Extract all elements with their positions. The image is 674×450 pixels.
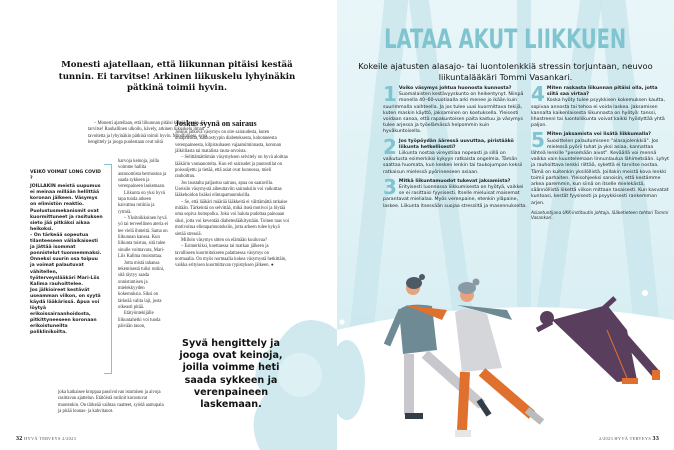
qa-item-4 <box>531 82 669 129</box>
answer: Suomalaisten kestävyyskunto on heikentynyt. Niinpä monella 40–60-vuotiaalla arki menee jo ikään kuin suurimmalla vaihteella. Ja jos tulee uusi kuormittava tekijä, kuten maskin käyttö, jaksaminen on koetuksella. Yleisesti voidaan sanoa, että rapakuntoisen paita kastuu ja väsymys tulee arjessa ja työelämässä helpommin kuin hyväkuntoisella. <box>383 92 524 135</box>
paragraph: Jos taustalta paljastuu sairaus, apua on saatavilla. Useisiin väsymystä aiheuttaviin sairauksiin voi vaikuttaa lääkehoidon lisäksi elintapamuutoksilla. <box>175 180 282 199</box>
number: 1 <box>383 82 397 106</box>
page-title: LATAA AKUT LIIKKUEN <box>384 24 627 55</box>
page-number: 32 <box>16 436 23 442</box>
section-column <box>175 119 289 270</box>
headline: Monesti ajatellaan, että liikunnan pitäisi kestää tunnin. Ei tarvitse! Arkinen liikuskelu lyhyinäkin pätkinä toimii hyvin. <box>58 60 296 93</box>
sidebar-title: VEIKÖ VOIMAT LONG COVID ? <box>30 170 101 182</box>
bottom-text: joka katkaisee kroppaa passivoivan istumisen ja aivoja rasittavan ajattelun. Etätöistä rutiinit korostuvat muutenkin. On tärkeää vaihtaa vaatteet, syödä aamupala ja pitää lounas- ja kahvitauot. <box>58 390 164 415</box>
number: 2 <box>383 134 397 159</box>
paragraph: – Se, että lääkäri määrää lääkkeitä ei välttämättä ratkaise mitään. Tärkeintä on selvittää, mikä itseä motivoi ja löytää oma sopiva hoitopolku. Joku voi haluta pudottaa painoaan siksi, jotta voi keventää diabeteslääkitystään. Toinen taas voi motivoitua elintapamuutoksiin, jotta arkeen tulee kykyä sietää stressiä. <box>175 199 290 237</box>
answer: Erityisesti luonnossa liikkumisesta on hyötyä, vaikkei se ei rasittaisi fyysisesti. Itselle mieluisat maisemat parantavat mielialaa. Myös verenpaine, etenkin yläpaine, laskee. Liikunta itsessään suojaa stressiltä ja masennukselta. <box>383 185 527 209</box>
question: Miten raskasta liikunnan pitäisi olla, jotta siitä saa virtaa? <box>546 86 658 98</box>
paragraph: – Esimerkiksi, koettaessa tai matkan jälkeen ja tavalliseen kuormitukseen palattaessa väsymys on normaalia. On myös normaalia kokea väsymystä hetkittäin, vaikka erityisen kuormittavan rypistyksen jälkeen. <box>175 244 287 269</box>
expert-credit: Asiantuntijana UKK-instituutin johtaja, lääketieteen tohtori Tommi Vasankari. <box>531 209 669 221</box>
paragraph: Milloin väsymys sitten on elämään kuuluvaa? <box>181 237 268 243</box>
question: Jos työpöydän ääressä uuvuttaa, piristääkö liikunta hetkellisesti? <box>398 138 514 150</box>
number: 4 <box>531 82 545 106</box>
question: Voiko väsymys johtua huonosta kunnosta? <box>398 86 512 91</box>
qa-column-2 <box>531 82 669 221</box>
narrow-column <box>118 159 168 330</box>
question: Mitkä liikuntamuodot tukevat jaksamista? <box>398 178 511 184</box>
right-page <box>337 0 674 450</box>
paragraph: Joskus jatkuva väsymys on oire sairaudesta, kuten uniapneasta, kakkostyypin diabeteksesta, kohonneesta verenpaineesta, kilpirauhasen vajaatoiminnasta, koronan jälkitilasta tai matalista rauta-arvoista. <box>175 130 282 155</box>
paragraph: harvoja keinoja, joilla voimme hallita autonomista hermostoa ja saada sykkeen ja verenpaineen laskemaan. <box>118 159 167 190</box>
sidebar-paragraph: – On tärkeää sopeutua tilanteeseen väliaikaisesti ja jättää isommat ponnistelut tuonnemmaksi. Onneksi suurin osa toipuu ja voimat palautuvat vähitellen, työterveyslääkäri Mari-Liis Kalima rauhoittelee. <box>30 232 102 287</box>
number: 5 <box>531 128 545 153</box>
paragraph: – Monesti ajatellaan, että liikunnan pitäisi kestää tunnin. Ei tarvitse! Rauhallinen ulkoilu, kävely, arkinen liikuskelu ilman tavoitetta ja lyhyinäkin pätkinä toimii hyvin. Mindfulness, syvä hengittely ja jooga puolestaan ovat niitä <box>88 121 208 146</box>
qa-item-1 <box>383 82 528 136</box>
magazine-name: 2/2023 HYVÄ TERVEYS <box>599 436 652 441</box>
sidebar-paragraph: Jos jälkioireet kestävät useamman viikon, on syytä käydä lääkärissä. Apua voi löytyä erikoissairaanhoidosta, pitkittyneeseen koronaan erikoistuneilta poliklinikoilta. <box>30 287 101 336</box>
subtitle: Kokeile ajatusten alasajo- tai luontolenkkiä stressin torjuntaan, neuvoo liikuntalääkäri Tommi Vasankari. <box>358 61 653 82</box>
qa-column-1 <box>383 82 528 213</box>
question: Miten jaksamista voi lisätä liikkumalla? <box>546 132 651 138</box>
page-number: 33 <box>652 436 660 442</box>
paragraph: Etätyöntekijälle liikuntahetki voi tuoda päivään tauon, <box>118 311 161 329</box>
sidebar-paragraph: JOILLAKIN meistä uupumus ei meinaa millään hellittää koronan jälkeen. Väsymys on elimistön reaktio. Puolustusmekanismit ovat kuormittuneet ja rasituksen sieto jää pitkäksi aikaa heikoksi. <box>30 184 103 232</box>
answer: Koska hyöty tulee psyykkisen kokemuksen kautta, sopivaa annosta tai tehoa ei voida laskea. Jaksamisen kannalta kaikenlaisesta liikunnasta on hyötyä: tanssi, lihastreeni tai luontoliikunta voivat kaikki hyödyttää yhtä paljon. <box>531 98 666 129</box>
end-mark: ● <box>270 263 274 269</box>
ice-rink-illustration <box>337 250 674 450</box>
footer-left <box>16 436 76 442</box>
page-title-wrap <box>337 24 674 58</box>
paragraph: Liikunta on yksi hyvä tapa tuoda arkeen kaivattua rutiinia ja rytmiä. <box>118 190 166 215</box>
paragraph: Jotta mistä tahansa tekemisestä tulisi rutiini, sitä täytyy saada onnistumisen ja mielekkyyden kokemuksia. Siksi on tärkeää valita laji, josta oikeasti pitää. <box>118 260 165 310</box>
section-heading: Joskus syynä on sairaus <box>175 119 257 128</box>
pull-quote: Syvä hengittely ja jooga ovat keinoja, joilla voimme heti saada sykkeen ja verenpaineen laskemaan. <box>179 338 283 411</box>
footer-right <box>599 436 659 442</box>
magazine-name: HYVÄ TERVEYS 2/2023 <box>24 436 77 441</box>
qa-item-2 <box>383 134 528 176</box>
answer: Liikunta nostaa vireystilaa nopeasti ja sillä on vaikutusta esimerkiksi kykyyn ratkaista ongelmia. Tämän saattaa huomata, kun kesken lenkin tai taukojumpan keksii ratkaisun mielessä pyörineeseen asiaan. <box>383 151 523 175</box>
sidebar-bracket <box>104 164 112 374</box>
paragraph: – Yksitoikkoinen hyvä yö tai terveellinen ateria ei tee vielä ihmeitä. Sama on liikunnan kanssa. Kun liikunta toistuu, sitä tulee sinulle voimavara, Mari-Liis Kalima muistuttaa. <box>118 216 168 260</box>
paragraph: – Selittämättömän väsymyksen selvitely on hyvä aloittaa lääkärin vastaanotolta. Kun eri sairaudet ja puutostilat on poissuljettu ja tietää, että asiat ovat kunnossa, mieli rauhoittuu. <box>175 155 288 180</box>
answer: Suosittelen palautumiseen "alasajolenkkiä". Jos mielessä pyörii tuhat ja yksi asiaa, kannattaa lähteä lenkille "pesemään aivot". Keväällä voi mennä vaikka vain kuuntelemaan linnunlaulua lähimetsään. Lyhyt ja rauhoittava lenkki riittää, sykettä ei tarvitse nostaa. Tämä on kuitenkin yksilöllistä. Joillakin meistä kova lenkki toimii parhaiten. Yleisohjeeksi sanoisin, että kestämme arkea paremmin, kun siinä on itselle mielekästä, säännöllistä liikettä viikon mittaan tasaisesti. Kun kasvatat kuntoasi, kestät fyysisesti ja psyykkisesti rankemman arjen. <box>531 138 669 206</box>
sidebar-box <box>30 170 104 337</box>
qa-item-5 <box>531 128 669 206</box>
qa-item-3 <box>383 174 528 210</box>
number: 3 <box>383 174 397 199</box>
